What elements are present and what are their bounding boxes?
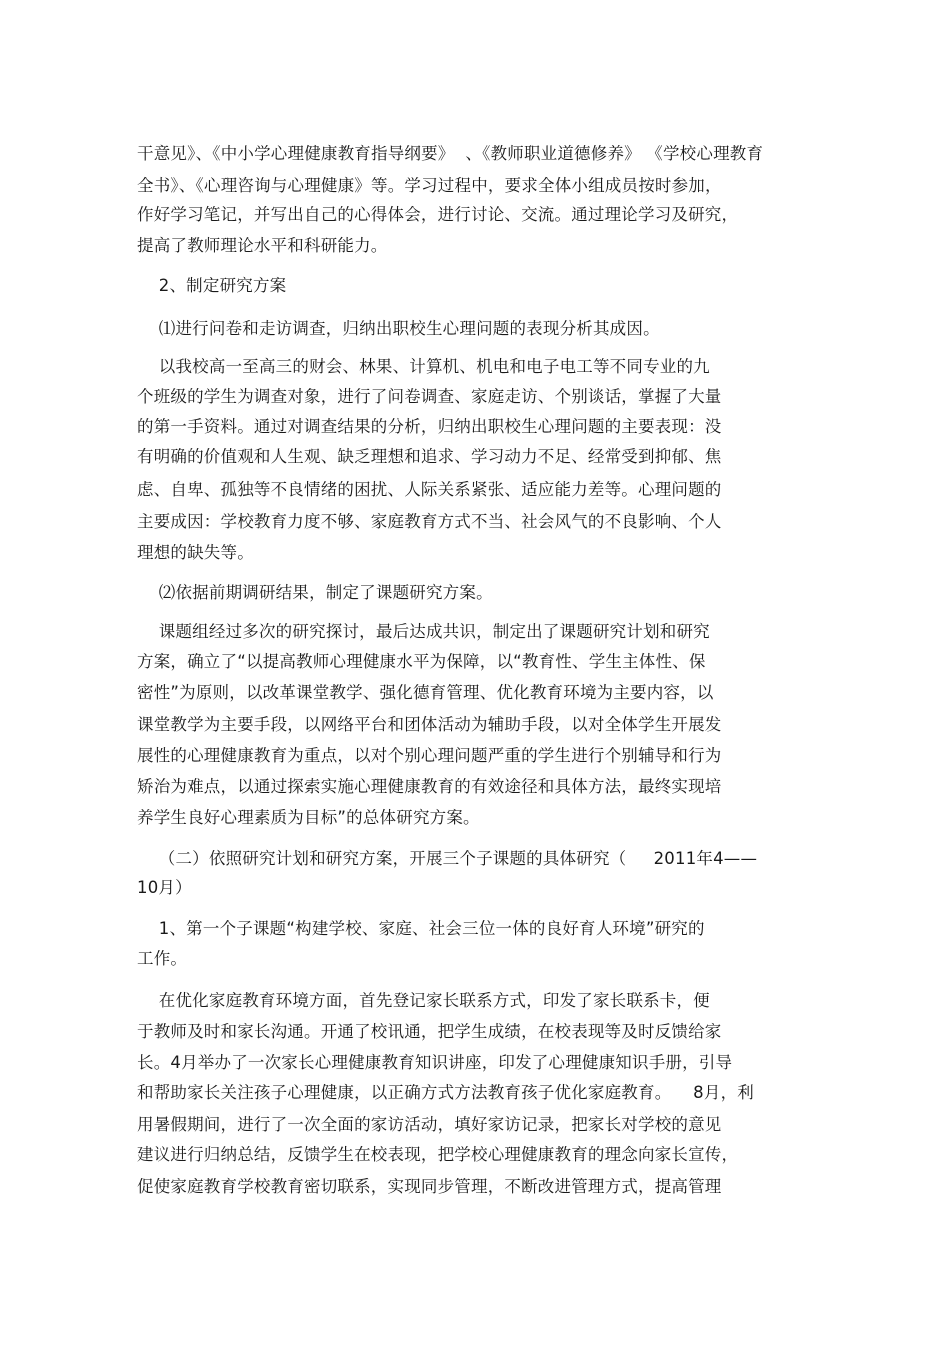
text-line: 作好学习笔记，并写出自己的心得体会，进行讨论、交流。通过理论学习及研究， [137,205,739,224]
text-line: 工作。 [137,949,188,968]
text-line: 干意见》、《中小学心理健康教育指导纲要》 、《教师职业道德修养》 《学校心理教育 [137,144,764,163]
section-heading: （二）依照研究计划和研究方案，开展三个子课题的具体研究（ 2011年4—— [137,849,758,868]
text-line: 在优化家庭教育环境方面，首先登记家长联系方式，印发了家长联系卡，便 [137,991,710,1010]
text-line: 个班级的学生为调查对象，进行了问卷调查、家庭走访、个别谈话，掌握了大量 [137,387,722,406]
text-line: 主要成因：学校教育力度不够、家庭教育方式不当、社会风气的不良影响、个人 [137,512,722,531]
text-line: 10月） [137,878,192,897]
subsection-heading: 1、第一个子课题“构建学校、家庭、社会三位一体的良好育人环境”研究的 [137,919,705,938]
text-line: 展性的心理健康教育为重点，以对个别心理问题严重的学生进行个别辅导和行为 [137,746,722,765]
text-line: 矫治为难点，以通过探索实施心理健康教育的有效途径和具体方法，最终实现培 [137,777,722,796]
text-line: 课堂教学为主要手段，以网络平台和团体活动为辅助手段，以对全体学生开展发 [137,715,722,734]
text-line: 用暑假期间，进行了一次全面的家访活动，填好家访记录，把家长对学校的意见 [137,1115,722,1134]
section-heading: 2、制定研究方案 [137,276,287,295]
text-line: 虑、自卑、孤独等不良情绪的困扰、人际关系紧张、适应能力差等。心理问题的 [137,480,722,499]
text-line: 以我校高一至高三的财会、林果、计算机、机电和电子电工等不同专业的九 [137,357,710,376]
text-line: 密性”为原则，以改革课堂教学、强化德育管理、优化教育环境为主要内容，以 [137,683,714,702]
subsection-heading: ⑴进行问卷和走访调查，归纳出职校生心理问题的表现分析其成因。 [137,319,660,338]
text-line: 理想的缺失等。 [137,543,254,562]
text-line: 促使家庭教育学校教育密切联系，实现同步管理，不断改进管理方式，提高管理 [137,1177,722,1196]
text-line: 于教师及时和家长沟通。开通了校讯通，把学生成绩，在校表现等及时反馈给家 [137,1022,722,1041]
text-line: 的第一手资料。通过对调查结果的分析，归纳出职校生心理问题的主要表现：没 [137,417,722,436]
text-line: 长。4月举办了一次家长心理健康教育知识讲座，印发了心理健康知识手册，引导 [137,1053,733,1072]
text-line: 提高了教师理论水平和科研能力。 [137,236,388,255]
text-line: 建议进行归纳总结，反馈学生在校表现，把学校心理健康教育的理念向家长宣传， [137,1145,739,1164]
text-line: 有明确的价值观和人生观、缺乏理想和追求、学习动力不足、经常受到抑郁、焦 [137,447,722,466]
text-line: 和帮助家长关注孩子心理健康，以正确方式方法教育孩子优化家庭教育。 8月，利 [137,1083,754,1102]
subsection-heading: ⑵依据前期调研结果，制定了课题研究方案。 [137,583,493,602]
text-line: 全书》、《心理咨询与心理健康》等。学习过程中，要求全体小组成员按时参加， [137,176,722,195]
text-line: 养学生良好心理素质为目标”的总体研究方案。 [137,808,480,827]
text-line: 课题组经过多次的研究探讨，最后达成共识，制定出了课题研究计划和研究 [137,622,710,641]
text-line: 方案，确立了“以提高教师心理健康水平为保障，以“教育性、学生主体性、保 [137,652,706,671]
